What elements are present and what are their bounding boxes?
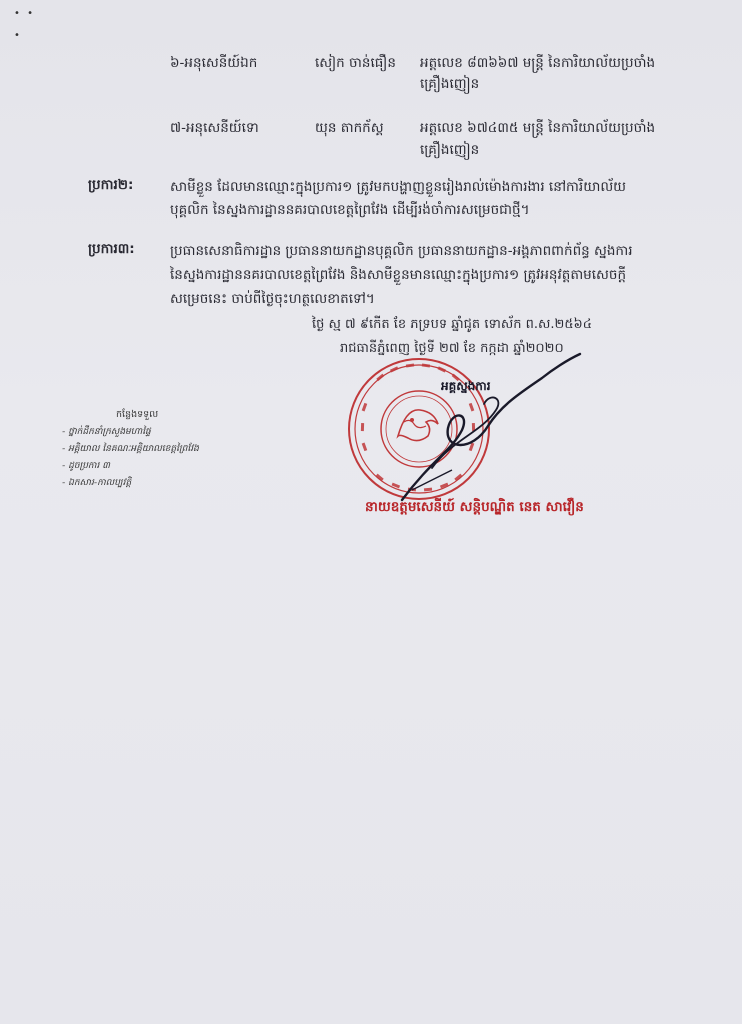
member-detail: អត្តលេខ ៦៧៤៣៥ មន្ត្រី នៃការិយាល័យប្រចាំង <box>420 120 656 136</box>
member-detail: អត្តលេខ ៨៣៦៦៧ មន្ត្រី នៃការិយាល័យប្រចាំង <box>420 55 656 71</box>
member-rank: ៧-អនុសេនីយ៍ទោ <box>170 120 259 136</box>
member-detail-cont: គ្រឿងញៀន <box>420 142 480 158</box>
member-name: សៀក ចាន់ធឿន <box>315 55 396 71</box>
signature-icon <box>392 340 592 510</box>
cc-item: - អគ្គិយាល នៃគណៈអគ្គិយាលខេត្តព្រៃវែង <box>62 444 199 454</box>
member-detail-cont: គ្រឿងញៀន <box>420 76 480 92</box>
cc-item: - ដូចប្រការ ៣ <box>62 461 110 471</box>
speck-mark: • <box>14 30 20 41</box>
cc-item: - ថ្នាក់ដឹកនាំក្រសួងមហាផ្ទៃ <box>62 427 151 437</box>
signer-name: នាយឧត្តមសេនីយ៍ សន្តិបណ្ឌិត នេត សាវឿន <box>365 499 584 515</box>
speck-mark: • • <box>14 8 35 19</box>
member-rank: ៦-អនុសេនីយ៍ឯក <box>170 55 258 71</box>
article-line: សម្រេចនេះ ចាប់ពីថ្ងៃចុះហត្ថលេខាតទៅ។ <box>170 291 375 307</box>
member-name: យុន តាកក័ស្គ <box>315 120 384 136</box>
article-label: ប្រការ២: <box>88 177 134 193</box>
cc-item: - ឯកសារ-កាលប្បវត្តិ <box>62 478 132 488</box>
article-label: ប្រការ៣: <box>88 241 135 257</box>
cc-title: កន្លែងទទួល <box>116 409 159 420</box>
date-lunar: ថ្ងៃ ស្ម ៧ ៩កើត ខែ ភទ្របទ ឆ្នាំជូត ទោស័ក ព.ស.២៥៦៤ <box>312 317 592 332</box>
signer-title: អគ្គស្នងការ <box>441 379 491 393</box>
date-solar: រាជធានីភ្នំពេញ ថ្ងៃទី ២៧ ខែ កក្កដា ឆ្នាំ២០២០ <box>340 341 564 356</box>
article-line: នៃស្នងការដ្ឋាននគរបាលខេត្តព្រៃវែង និងសាមីខ្លួនមានឈ្មោះក្នុងប្រការ១ ត្រូវអនុវត្តតាមសេចក្តី <box>170 267 627 283</box>
article-line: សាមីខ្លួន ដែលមានឈ្មោះក្នុងប្រការ១ ត្រូវមកបង្ហាញខ្លួនរៀងរាល់ម៉ោងការងារ នៅការិយាល័យ <box>170 179 627 195</box>
article-line: បុគ្គលិក នៃស្នងការដ្ឋាននគរបាលខេត្តព្រៃវែង ដើម្បីរង់ចាំការសម្រេចជាថ្មី។ <box>170 202 530 218</box>
article-line: ប្រធានសេនាធិការដ្ឋាន ប្រធាននាយកដ្ឋានបុគ្គលិក ប្រធាននាយកដ្ឋាន-អង្គភាពពាក់ព័ន្ធ ស្នងការ <box>170 243 633 259</box>
